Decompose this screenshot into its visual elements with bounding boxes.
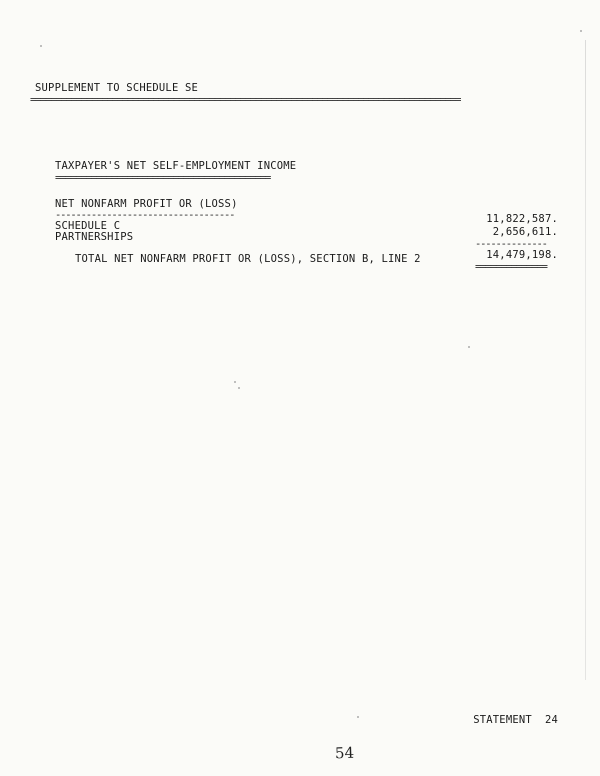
section-title-double-rule: ========================================== (55, 174, 271, 182)
scan-speck (468, 346, 470, 348)
page-heading: SUPPLEMENT TO SCHEDULE SE (35, 82, 199, 94)
subheading: NET NONFARM PROFIT OR (LOSS) (55, 198, 238, 210)
section-title: TAXPAYER'S NET SELF-EMPLOYMENT INCOME (55, 160, 297, 172)
row-amount-schedule-c: 11,822,587. (486, 213, 558, 225)
row-label-schedule-c: SCHEDULE C (55, 220, 121, 232)
scan-speck (40, 45, 42, 47)
total-label: TOTAL NET NONFARM PROFIT OR (LOSS), SECTION B, LINE 2 (75, 253, 421, 265)
scan-speck (238, 387, 240, 389)
total-double-rule: ============== (475, 263, 547, 271)
heading-double-rule: ==================================================================================== (30, 96, 461, 104)
subheading-underline: ----------------------------------- (55, 211, 235, 219)
scan-speck (580, 30, 582, 32)
row-amount-partnerships: 2,656,611. (492, 226, 558, 238)
scan-speck (357, 716, 359, 718)
handwritten-page-number: 54 (334, 743, 355, 763)
statement-label: STATEMENT 24 (473, 714, 558, 726)
total-amount: 14,479,198. (486, 249, 558, 261)
scan-edge-line (585, 40, 586, 680)
row-label-partnerships: PARTNERSHIPS (55, 231, 134, 243)
subtotal-rule: -------------- (475, 240, 547, 248)
scan-speck (234, 381, 236, 383)
